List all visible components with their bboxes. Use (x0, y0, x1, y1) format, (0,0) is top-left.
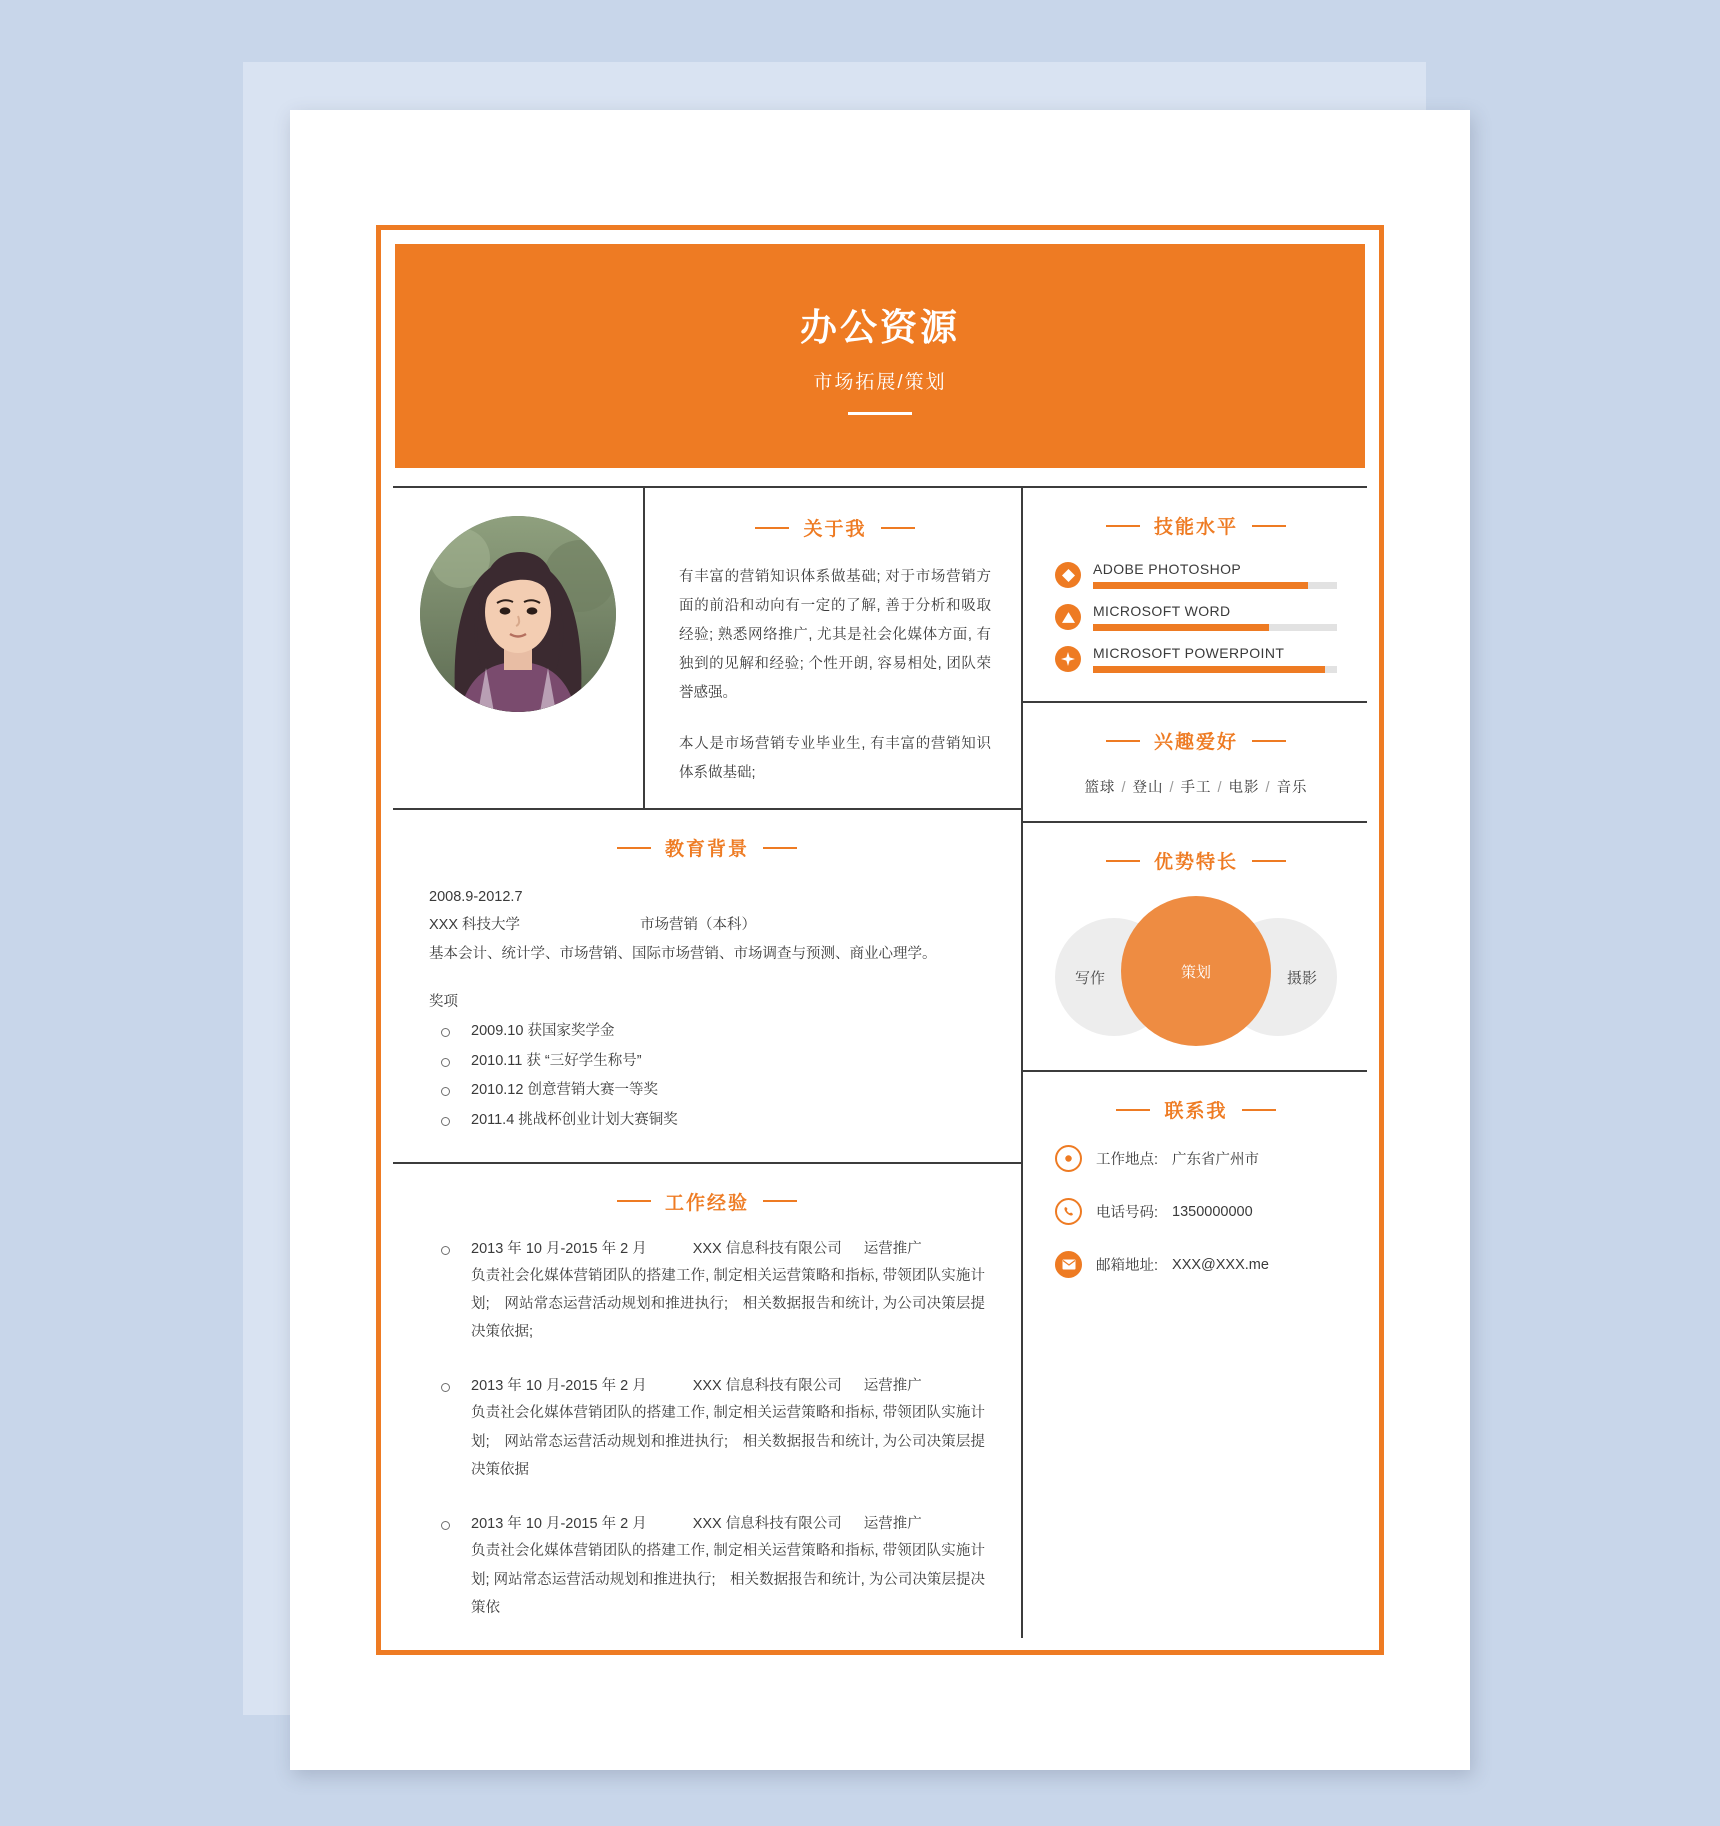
resume-body (393, 486, 1367, 1638)
experience-role: 运营推广 (863, 1516, 922, 1533)
hobby-item: 篮球 (1084, 780, 1116, 796)
resume-page (290, 110, 1470, 1770)
hobby-item: 电影 (1228, 780, 1260, 796)
resume-header (393, 242, 1367, 470)
strengths-section-title (1055, 847, 1337, 874)
right-column (1021, 486, 1367, 1638)
photo-cell (393, 488, 645, 808)
experience-description: 负责社会化媒体营销团队的搭建工作, 制定相关运营策略和指标, 带领团队实施计划; 网站常态运营活动规划和推进执行; 相关数据报告和统计, 为公司决策层提决策依据; (471, 1267, 985, 1341)
contact-value: 广东省广州市 (1172, 1152, 1260, 1168)
experience-item (429, 1374, 985, 1484)
experience-section-title (429, 1188, 985, 1215)
page-title: 办公资源 (800, 307, 960, 348)
experience-title-text: 工作经验 (664, 1192, 749, 1214)
experience-item (429, 1237, 985, 1347)
hobbies-section (1023, 703, 1367, 823)
list-item: 2009.10 获国家奖学金 (429, 1017, 985, 1047)
contact-section-title (1055, 1096, 1337, 1123)
header-divider (848, 412, 912, 415)
contact-label: 工作地点: (1096, 1152, 1159, 1168)
education-section-title (429, 834, 985, 861)
education-section (393, 810, 1021, 1164)
experience-period: 2013 年 10 月-2015 年 2 月 (471, 1378, 647, 1395)
skill-item (1055, 603, 1337, 631)
about-title-text: 关于我 (803, 519, 867, 540)
about-section-title (679, 514, 991, 541)
title-bar-left (1106, 740, 1140, 742)
experience-company: XXX 信息科技有限公司 (692, 1378, 842, 1395)
skills-section-title (1055, 512, 1337, 539)
experience-role: 运营推广 (863, 1240, 922, 1257)
contact-title-text: 联系我 (1164, 1101, 1228, 1122)
contact-label: 电话号码: (1096, 1205, 1159, 1221)
hobby-item: 手工 (1180, 780, 1212, 796)
skill-bar (1093, 582, 1337, 589)
skill-bar-fill (1093, 582, 1308, 589)
contact-row-email (1055, 1251, 1337, 1278)
strength-right: 摄影 (1219, 918, 1337, 1036)
experience-heading (471, 1512, 985, 1533)
about-section (645, 488, 1021, 808)
header-subtitle: 市场拓展/策划 (813, 372, 947, 393)
title-bar-left (1106, 525, 1140, 527)
title-bar-right (763, 847, 797, 849)
title-bar-right (1252, 860, 1286, 862)
experience-section (393, 1164, 1021, 1652)
triangle-icon (1055, 604, 1081, 630)
skill-bar (1093, 666, 1337, 673)
strengths-venn (1055, 896, 1337, 1046)
title-bar-right (1252, 525, 1286, 527)
title-bar-left (1116, 1109, 1150, 1111)
contact-label: 邮箱地址: (1096, 1258, 1159, 1274)
separator: / (1121, 780, 1127, 796)
awards-label: 奖项 (429, 993, 458, 1010)
experience-description: 负责社会化媒体营销团队的搭建工作, 制定相关运营策略和指标, 带领团队实施计划; 网站常态运营活动规划和推进执行; 相关数据报告和统计, 为公司决策层提决策依据 (471, 1405, 985, 1478)
strength-center: 策划 (1121, 896, 1271, 1046)
about-row (393, 488, 1021, 810)
left-column (393, 486, 1021, 1638)
phone-icon (1055, 1198, 1082, 1225)
list-item: 2011.4 挑战杯创业计划大赛铜奖 (429, 1106, 985, 1136)
mail-icon (1055, 1251, 1082, 1278)
title-bar-left (617, 1200, 651, 1202)
strength-left: 写作 (1055, 918, 1173, 1036)
skill-item (1055, 561, 1337, 589)
education-school: XXX 科技大学 (429, 917, 521, 934)
hobbies-list (1055, 776, 1337, 797)
separator: / (1217, 780, 1223, 796)
title-bar-right (763, 1200, 797, 1202)
list-item: 2010.12 创意营销大赛一等奖 (429, 1076, 985, 1106)
education-courses: 基本会计、统计学、市场营销、国际市场营销、市场调查与预测、商业心理学。 (429, 945, 937, 962)
education-title-text: 教育背景 (664, 839, 749, 860)
title-bar-left (755, 527, 789, 529)
contact-value: 1350000000 (1172, 1203, 1253, 1220)
experience-company: XXX 信息科技有限公司 (692, 1240, 842, 1257)
diamond-icon (1055, 562, 1081, 588)
skills-section (1023, 488, 1367, 703)
title-bar-left (617, 847, 651, 849)
experience-role: 运营推广 (863, 1378, 922, 1395)
experience-period: 2013 年 10 月-2015 年 2 月 (471, 1516, 647, 1533)
resume-frame (376, 225, 1384, 1655)
strengths-section (1023, 823, 1367, 1072)
about-paragraph-1: 有丰富的营销知识体系做基础; 对于市场营销方面的前沿和动向有一定的了解, 善于分析和吸取经验; 熟悉网络推广, 尤其是社会化媒体方面, 有独到的见解和经验; 个性开朗, 容易相处, 团队荣誉感强。 (679, 569, 991, 701)
skill-bar-fill (1093, 666, 1325, 673)
list-item: 2010.11 获 “三好学生称号” (429, 1047, 985, 1077)
strengths-title-text: 优势特长 (1153, 852, 1238, 873)
awards-list (429, 1017, 985, 1136)
experience-item (429, 1512, 985, 1622)
experience-period: 2013 年 10 月-2015 年 2 月 (471, 1240, 647, 1257)
separator: / (1169, 780, 1175, 796)
title-bar-left (1106, 860, 1140, 862)
skill-item (1055, 645, 1337, 673)
education-date: 2008.9-2012.7 (429, 889, 523, 905)
skill-name: ADOBE PHOTOSHOP (1093, 561, 1242, 577)
contact-section (1023, 1072, 1367, 1302)
skill-bar-fill (1093, 624, 1269, 631)
contact-row-location (1055, 1145, 1337, 1172)
avatar (420, 516, 616, 712)
experience-heading (471, 1374, 985, 1395)
star-icon (1055, 646, 1081, 672)
education-school-row (429, 911, 985, 939)
contact-value: XXX@XXX.me (1172, 1256, 1269, 1273)
title-bar-right (1252, 740, 1286, 742)
about-paragraph-2: 本人是市场营销专业毕业生, 有丰富的营销知识体系做基础; (679, 736, 991, 781)
hobby-item: 音乐 (1276, 780, 1308, 796)
separator: / (1265, 780, 1271, 796)
title-bar-right (881, 527, 915, 529)
location-icon (1055, 1145, 1082, 1172)
hobby-item: 登山 (1132, 780, 1164, 796)
education-major: 市场营销（本科） (640, 917, 757, 934)
skill-name: MICROSOFT POWERPOINT (1093, 645, 1285, 661)
skills-title-text: 技能水平 (1153, 517, 1238, 538)
experience-description: 负责社会化媒体营销团队的搭建工作, 制定相关运营策略和指标, 带领团队实施计划; 网站常态运营活动规划和推进执行; 相关数据报告和统计, 为公司决策层提决策依 (471, 1543, 985, 1616)
hobbies-section-title (1055, 727, 1337, 754)
contact-row-phone (1055, 1198, 1337, 1225)
hobbies-title-text: 兴趣爱好 (1153, 732, 1238, 753)
experience-heading (471, 1237, 985, 1258)
skill-name: MICROSOFT WORD (1093, 603, 1231, 619)
experience-company: XXX 信息科技有限公司 (692, 1516, 842, 1533)
skill-bar (1093, 624, 1337, 631)
title-bar-right (1242, 1109, 1276, 1111)
